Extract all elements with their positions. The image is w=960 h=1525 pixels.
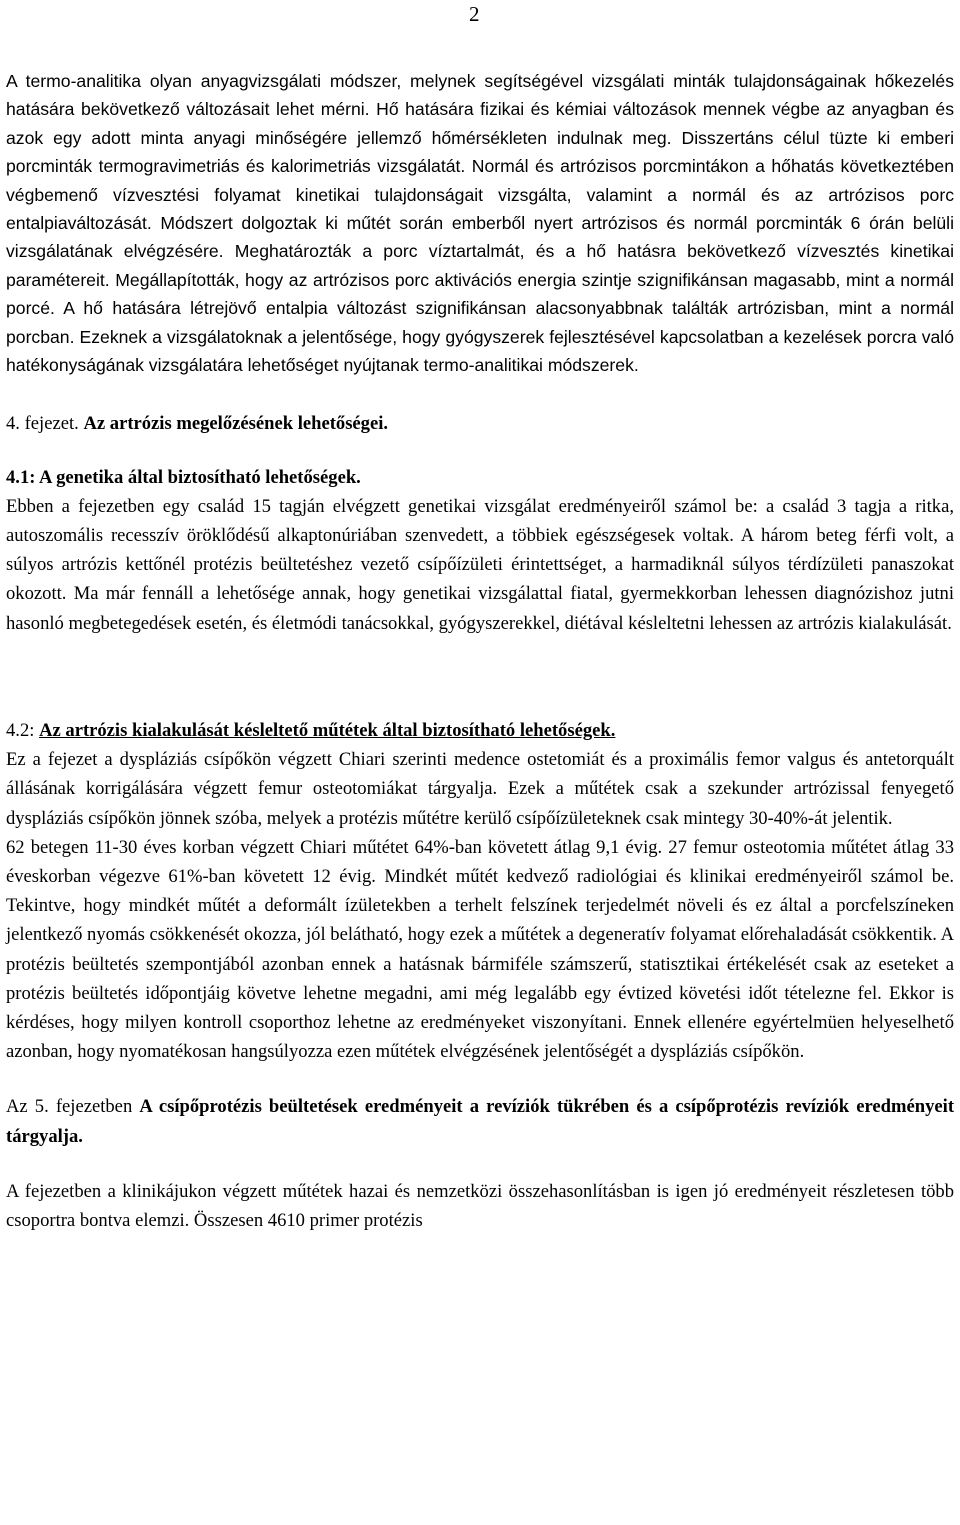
section-4-1-heading: 4.1: A genetika által biztosítható lehetőségek. bbox=[6, 466, 361, 488]
page-number: 2 bbox=[469, 2, 480, 26]
chapter-4-heading bbox=[6, 409, 954, 438]
closing-paragraph: A fejezetben a klinikájukon végzett műtétek hazai és nemzetközi összehasonlításban is igen jó eredményeit részletesen több csoportra bontva elemzi. Összesen 4610 primer protézis bbox=[6, 1180, 954, 1231]
section-4-1-paragraph: Ebben a fejezetben egy család 15 tagján elvégzett genetikai vizsgálat eredményeiről számol be: a család 3 tagja a ritka, autoszomális recesszív öröklődésű alkaptonúriában szenvedett, a többiek egészségesek voltak. A három beteg férfi volt, a súlyos artrózis kettőnél protézis beültetéshez vezető csípőízületi érintettséget, a harmadiknál súlyos térdízületi panaszokat okozott. Ma már fennáll a lehetősége annak, hogy genetikai vizsgálattal fiatal, gyermekkorban lehessen diagnózishoz jutni hasonló megbetegedések esetén, és életmódi tanácsokkal, gyógyszerekkel, diétával késleltetni lehessen az artrózis kialakulását. bbox=[6, 495, 954, 634]
chapter-4-title: Az artrózis megelőzésének lehetőségei. bbox=[83, 413, 389, 435]
section-4-2-paragraph-2: 62 betegen 11-30 éves korban végzett Chiari műtétet 64%-ban követett átlag 9,1 évig. 27 femur osteotomia műtétet átlag 33 éveskorban végezve 61%-ban követett 12 évig. Mindkét műtét kedvező radiológiai és klinikai eredményeiről számol be. Tekintve, hogy mindkét műtét a deformált ízületekben a terhelt felszínek terjedelmét növeli és ez által a porcfelszíneken jelentkező nyomás csökkenését okozza, jól belátható, hogy ezek a műtétek a degeneratív folyamat előrehaladását csökkentik. A protézis beültetés szempontjából azonban ennek a hatásnak bármiféle számszerű, statisztikai értékelését csak az eseteket a protézis beültetés időpontjáig követve lehetne megadni, ami még legalább egy évtized követési időt tételezne fel. Ekkor is kérdéses, hogy milyen kontroll csoporthoz lehetne az eredményeket viszonyítani. Ennek ellenére egyértelmüen helyeselhető azonban, hogy nyomatékosan hangsúlyozza ezen műtétek elvégzésének jelentőségét a dyspláziás csípőkön. bbox=[6, 836, 954, 1063]
section-4-2-paragraph-1: Ez a fejezet a dyspláziás csípőkön végzett Chiari szerinti medence ostetomiát és a proximális femor valgus és antetorquált állásának korrigálására végzett femur osteotomiákat tárgyalja. Ezek a műtétek csak a szekunder artrózissal fenyegető dyspláziás csípőkön jönnek szóba, melyek a protézis műtétre kerülő csípőízületeknek csak mintegy 30-40%-át jelentik. bbox=[6, 749, 954, 829]
section-4-2-number: 4.2: bbox=[6, 719, 40, 741]
chapter-4-prefix: 4. fejezet. bbox=[6, 413, 84, 435]
chapter-5-prefix: Az 5. fejezetben bbox=[6, 1096, 140, 1118]
chapter-5-title: A csípőprotézis beültetések eredményeit a revíziók tükrében és a csípőprotézis revíziók eredményeit tárgyalja. bbox=[6, 1096, 955, 1147]
document-body bbox=[6, 67, 954, 1235]
chapter-5-paragraph bbox=[6, 1092, 954, 1150]
intro-paragraph: A termo-analitika olyan anyagvizsgálati módszer, melynek segítségével vizsgálati minták tulajdonságainak hőkezelés hatására bekövetkező változásait lehet mérni. Hő hatására fizikai és kémiai változások mennek végbe az anyagban és azok egy adott minta anyagi minőségére jellemző hőmérsékleten indulnak meg. Disszertáns célul tüzte ki emberi porcminták termogravimetriás és kalorimetriás vizsgálatát. Normál és artrózisos porcmintákon a hőhatás következtében végbemenő vízvesztési folyamat kinetikai tulajdonságait vizsgálta, valamint a normál és az artrózisos porc entalpiaváltozását. Módszert dolgoztak ki műtét során emberből nyert artrózisos és normál porcminták 6 órán belüli vizsgálatának elvégzésére. Meghatározták a porc víztartalmát, és a hő hatásra bekövetkező vízvesztés kinetikai paramétereit. Megállapították, hogy az artrózisos porc aktivációs energia szintje szignifikánsan magasabb, mint a normál porcé. A hő hatására létrejövő entalpia változást szignifikánsan alacsonyabbnak találták artrózisban, mint a normál porcban. Ezeknek a vizsgálatoknak a jelentősége, hogy gyógyszerek fejlesztésével kapcsolatban a kezelések porcra való hatékonyságának vizsgálatára lehetőséget nyújtanak termo-analitikai módszerek. bbox=[6, 71, 954, 376]
section-4-2-title: Az artrózis kialakulását késleltető műtétek által biztosítható lehetőségek. bbox=[39, 719, 616, 741]
section-4-2-heading bbox=[6, 716, 954, 745]
